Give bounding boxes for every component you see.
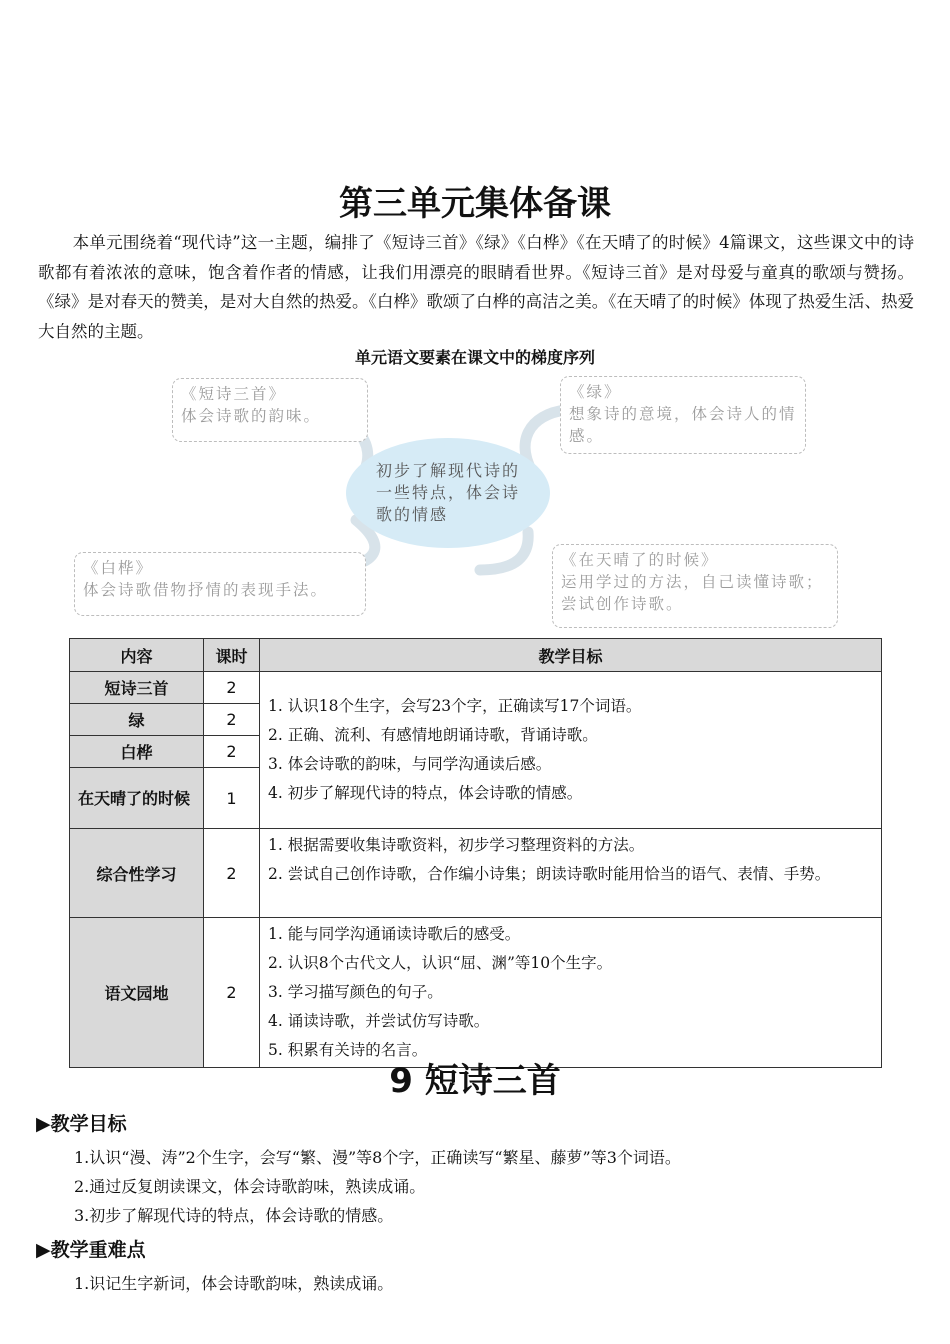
mindmap-node-text: 运用学过的方法，自己读懂诗歌；尝试创作诗歌。 — [561, 573, 824, 613]
list-item: 3.初步了解现代诗的特点，体会诗歌的情感。 — [74, 1206, 394, 1225]
table-row — [70, 829, 882, 918]
goal-item: 3. 学习描写颜色的句子。 — [268, 983, 443, 1001]
goal-item: 4. 诵读诗歌，并尝试仿写诗歌。 — [268, 1012, 490, 1030]
mindmap-node-green — [560, 376, 806, 454]
mindmap-node-birch — [74, 552, 366, 616]
goal-item: 1. 能与同学沟通诵读诗歌后的感受。 — [268, 925, 521, 943]
lesson-name: 短诗三首 — [70, 672, 204, 704]
table-row — [70, 672, 882, 704]
header-hours: 课时 — [204, 639, 260, 672]
goals-language-garden — [260, 918, 882, 1068]
goal-item: 4. 初步了解现代诗的特点，体会诗歌的情感。 — [268, 784, 583, 802]
mindmap-title: 单元语文要素在课文中的梯度序列 — [354, 348, 595, 367]
list-item: 1.识记生字新词，体会诗歌韵味，熟读成诵。 — [74, 1274, 394, 1293]
key-points-heading: ▶教学重难点 — [36, 1239, 146, 1261]
mindmap-node-text: 想象诗的意境，体会诗人的情感。 — [569, 405, 797, 445]
list-item: 2.通过反复朗读课文，体会诗歌韵味，熟读成诵。 — [74, 1177, 426, 1196]
page-title: 第三单元集体备课 — [339, 184, 611, 224]
goals-poems — [260, 672, 882, 829]
teaching-plan-table — [69, 638, 882, 1068]
lesson-hours: 2 — [204, 829, 260, 918]
key-points-list — [74, 1269, 393, 1298]
mindmap-node-text: 体会诗歌的韵味。 — [181, 407, 322, 425]
goal-item: 1. 根据需要收集诗歌资料，初步学习整理资料的方法。 — [268, 836, 645, 854]
goal-item: 5. 积累有关诗的名言。 — [268, 1041, 428, 1059]
list-item: 1.认识“漫、涛”2个生字，会写“繁、漫”等8个字，正确读写“繁星、藤萝”等3个词语。 — [74, 1148, 681, 1167]
mindmap-node-short-poems — [172, 378, 368, 442]
lesson-name: 在天晴了的时候 — [70, 768, 204, 829]
unit-introduction: 本单元围绕着“现代诗”这一主题，编排了《短诗三首》《绿》《白桦》《在天晴了的时候》4篇课文，这些课文中的诗歌都有着浓浓的意味，饱含着作者的情感，让我们用漂亮的眼睛看世界。《短诗三首》是对母爱与童真的歌颂与赞扬。《绿》是对春天的赞美，是对大自然的热爱。《白桦》歌颂了白桦的高洁之美。《在天晴了的时候》体现了热爱生活、热爱大自然的主题。 — [38, 233, 914, 341]
table-row — [70, 918, 882, 1068]
lesson-hours: 2 — [204, 672, 260, 704]
lesson-hours: 2 — [204, 704, 260, 736]
table-header-row — [70, 639, 882, 672]
goal-item: 3. 体会诗歌的韵味，与同学沟通读后感。 — [268, 755, 552, 773]
lesson-hours: 2 — [204, 736, 260, 768]
goals-integrated-learning — [260, 829, 882, 918]
lesson-title: 9 短诗三首 — [389, 1061, 561, 1101]
lesson-hours: 2 — [204, 918, 260, 1068]
lesson-name: 综合性学习 — [70, 829, 204, 918]
goal-item: 1. 认识18个生字，会写23个字，正确读写17个词语。 — [268, 697, 642, 715]
mindmap-node-text: 体会诗歌借物抒情的表现手法。 — [83, 581, 329, 599]
mindmap-node-clear-sky — [552, 544, 838, 628]
mindmap-node-title: 《白桦》 — [83, 559, 154, 577]
unit-mindmap — [60, 370, 860, 640]
mindmap-node-title: 《短诗三首》 — [181, 385, 287, 403]
goal-item: 2. 认识8个古代文人，认识“屈、渊”等10个生字。 — [268, 954, 613, 972]
goal-item: 2. 尝试自己创作诗歌，合作编小诗集；朗读诗歌时能用恰当的语气、表情、手势。 — [268, 865, 831, 883]
lesson-name: 绿 — [70, 704, 204, 736]
header-content: 内容 — [70, 639, 204, 672]
mindmap-node-title: 《在天晴了的时候》 — [561, 551, 719, 569]
header-goals: 教学目标 — [260, 639, 882, 672]
goal-item: 2. 正确、流利、有感情地朗诵诗歌，背诵诗歌。 — [268, 726, 598, 744]
objectives-list — [74, 1143, 681, 1230]
lesson-name: 白桦 — [70, 736, 204, 768]
lesson-name: 语文园地 — [70, 918, 204, 1068]
lesson-hours: 1 — [204, 768, 260, 829]
objectives-heading: ▶教学目标 — [36, 1113, 127, 1135]
mindmap-center: 初步了解现代诗的一些特点，体会诗歌的情感 — [346, 438, 550, 548]
mindmap-node-title: 《绿》 — [569, 383, 622, 401]
